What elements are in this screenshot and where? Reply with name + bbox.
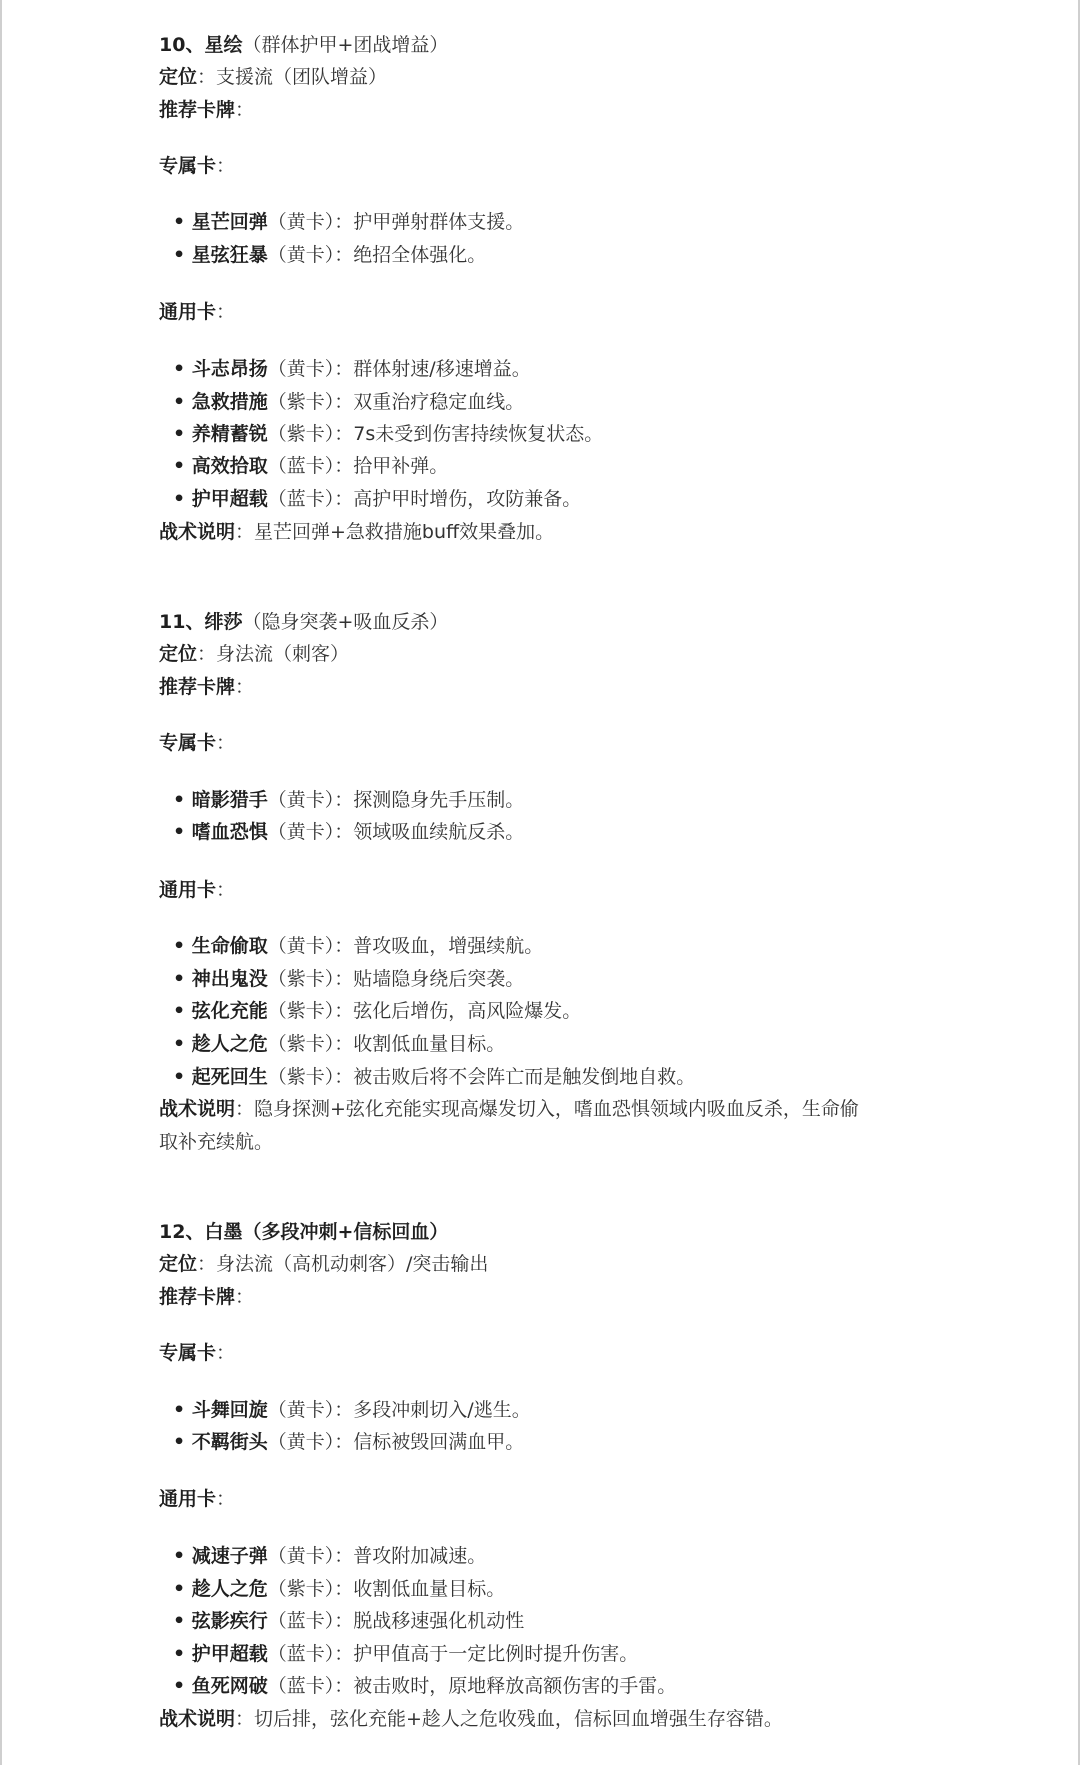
card-grade: （紫卡）: [267, 1000, 335, 1022]
card-name: 趁人之危: [191, 1578, 268, 1600]
card-list-item: • 减速子弹（黄卡）：普攻附加减速。: [173, 1545, 487, 1567]
general-heading: 通用卡：: [159, 879, 236, 901]
card-name: 弦影疾行: [191, 1610, 268, 1632]
tactic-text: ：星芒回弹+急救措施buff效果叠加。: [235, 521, 555, 543]
section-heading: [159, 31, 448, 59]
exclusive-label: 专属卡: [159, 155, 217, 177]
card-desc: ：绝招全体强化。: [334, 244, 487, 266]
exclusive-label: 专属卡: [159, 1342, 217, 1364]
general-heading: 通用卡：: [159, 1488, 236, 1510]
card-name: 高效拾取: [191, 455, 268, 477]
card-list-item: • 护甲超载（蓝卡）：高护甲时增伤，攻防兼备。: [173, 488, 582, 510]
card-name: 弦化充能: [191, 1000, 268, 1022]
position-value: ：支援流（团队增益）: [197, 66, 388, 88]
position-line: [159, 640, 349, 668]
card-grade: （紫卡）: [267, 423, 335, 445]
card-grade: （黄卡）: [267, 821, 335, 843]
card-name: 不羁街头: [191, 1431, 268, 1453]
card-desc: ：领域吸血续航反杀。: [334, 821, 525, 843]
card-name: 急救措施: [191, 391, 268, 413]
tactic-line: [159, 1705, 783, 1733]
card-grade: （蓝卡）: [267, 488, 335, 510]
card-name: 生命偷取: [191, 935, 268, 957]
card-name: 养精蓄锐: [191, 423, 268, 445]
card-list-item: • 弦化充能（紫卡）：弦化后增伤，高风险爆发。: [173, 1000, 582, 1022]
card-name: 斗志昂扬: [191, 358, 268, 380]
tactic-line-continued: [159, 1128, 273, 1156]
exclusive-heading: 专属卡：: [159, 155, 236, 177]
card-desc: ：7s未受到伤害持续恢复状态。: [334, 423, 604, 445]
card-name: 护甲超载: [191, 488, 268, 510]
general-label: 通用卡: [159, 879, 217, 901]
card-list-item: • 不羁街头（黄卡）：信标被毁回满血甲。: [173, 1431, 525, 1453]
card-grade: （蓝卡）: [267, 1610, 335, 1632]
general-label: 通用卡: [159, 1488, 217, 1510]
card-list-item: • 急救措施（紫卡）：双重治疗稳定血线。: [173, 391, 525, 413]
card-name: 星弦狂暴: [191, 244, 268, 266]
card-list-item: • 斗舞回旋（黄卡）：多段冲刺切入/逃生。: [173, 1399, 531, 1421]
card-desc: ：护甲弹射群体支援。: [334, 211, 525, 233]
recommend-label: 推荐卡牌: [159, 99, 236, 121]
section-heading: [159, 1218, 448, 1246]
section-heading: [159, 608, 448, 636]
card-list-item: • 星芒回弹（黄卡）：护甲弹射群体支援。: [173, 211, 525, 233]
card-name: 星芒回弹: [191, 211, 268, 233]
card-list-item: • 高效拾取（蓝卡）：拾甲补弹。: [173, 455, 449, 477]
card-grade: （蓝卡）: [267, 1675, 335, 1697]
card-desc: ：拾甲补弹。: [334, 455, 449, 477]
card-desc: ：普攻吸血，增强续航。: [334, 935, 544, 957]
card-list-item: • 趁人之危（紫卡）：收割低血量目标。: [173, 1578, 506, 1600]
position-label: 定位: [159, 1253, 198, 1275]
card-grade: （紫卡）: [267, 968, 335, 990]
tactic-text: ：切后排，弦化充能+趁人之危收残血，信标回血增强生存容错。: [235, 1708, 783, 1730]
card-desc: ：高护甲时增伤，攻防兼备。: [334, 488, 582, 510]
general-heading: 通用卡：: [159, 301, 236, 323]
card-desc: ：收割低血量目标。: [334, 1033, 506, 1055]
card-grade: （蓝卡）: [267, 1643, 335, 1665]
section-number: 11、: [159, 611, 205, 633]
card-desc: ：被击败时，原地释放高额伤害的手雷。: [334, 1675, 677, 1697]
card-name: 起死回生: [191, 1066, 268, 1088]
card-grade: （紫卡）: [267, 1066, 335, 1088]
card-desc: ：护甲值高于一定比例时提升伤害。: [334, 1643, 639, 1665]
hero-name: 绯莎: [204, 611, 243, 633]
card-list-item: • 起死回生（紫卡）：被击败后将不会阵亡而是触发倒地自救。: [173, 1066, 696, 1088]
card-name: 神出鬼没: [191, 968, 268, 990]
hero-subtitle: （群体护甲+团战增益）: [242, 34, 449, 56]
card-name: 暗影猎手: [191, 789, 268, 811]
tactic-line: [159, 1095, 859, 1123]
card-grade: （蓝卡）: [267, 455, 335, 477]
tactic-line: [159, 518, 554, 546]
position-value: ：身法流（高机动刺客）/突击输出: [197, 1253, 489, 1275]
position-line: [159, 63, 387, 91]
card-list-item: • 斗志昂扬（黄卡）：群体射速/移速增益。: [173, 358, 531, 380]
card-grade: （紫卡）: [267, 391, 335, 413]
card-desc: ：普攻附加减速。: [334, 1545, 487, 1567]
card-list-item: • 趁人之危（紫卡）：收割低血量目标。: [173, 1033, 506, 1055]
section-number: 12、: [159, 1221, 205, 1243]
card-name: 鱼死网破: [191, 1675, 268, 1697]
general-label: 通用卡: [159, 301, 217, 323]
card-grade: （黄卡）: [267, 358, 335, 380]
recommend-line: 推荐卡牌：: [159, 1286, 255, 1308]
card-grade: （紫卡）: [267, 1578, 335, 1600]
page-border-left: [0, 0, 2, 1765]
card-list-item: • 鱼死网破（蓝卡）：被击败时，原地释放高额伤害的手雷。: [173, 1675, 677, 1697]
section-number: 10、: [159, 34, 205, 56]
card-name: 斗舞回旋: [191, 1399, 268, 1421]
card-desc: ：被击败后将不会阵亡而是触发倒地自救。: [334, 1066, 696, 1088]
card-desc: ：双重治疗稳定血线。: [334, 391, 525, 413]
exclusive-label: 专属卡: [159, 732, 217, 754]
position-label: 定位: [159, 643, 198, 665]
card-list-item: • 神出鬼没（紫卡）：贴墙隐身绕后突袭。: [173, 968, 525, 990]
card-grade: （黄卡）: [267, 1545, 335, 1567]
card-list-item: • 养精蓄锐（紫卡）：7s未受到伤害持续恢复状态。: [173, 423, 604, 445]
card-desc: ：群体射速/移速增益。: [334, 358, 531, 380]
card-name: 趁人之危: [191, 1033, 268, 1055]
card-name: 嗜血恐惧: [191, 821, 268, 843]
card-desc: ：收割低血量目标。: [334, 1578, 506, 1600]
recommend-line: 推荐卡牌：: [159, 676, 255, 698]
hero-subtitle: （隐身突袭+吸血反杀）: [242, 611, 449, 633]
card-list-item: • 嗜血恐惧（黄卡）：领域吸血续航反杀。: [173, 821, 525, 843]
card-list-item: • 护甲超载（蓝卡）：护甲值高于一定比例时提升伤害。: [173, 1643, 639, 1665]
card-grade: （黄卡）: [267, 244, 335, 266]
hero-subtitle: （多段冲刺+信标回血）: [242, 1221, 449, 1243]
card-name: 护甲超载: [191, 1643, 268, 1665]
card-list-item: • 星弦狂暴（黄卡）：绝招全体强化。: [173, 244, 487, 266]
card-name: 减速子弹: [191, 1545, 268, 1567]
card-desc: ：多段冲刺切入/逃生。: [334, 1399, 531, 1421]
recommend-line: 推荐卡牌：: [159, 99, 255, 121]
tactic-text: 取补充续航。: [159, 1131, 274, 1153]
card-list-item: • 暗影猎手（黄卡）：探测隐身先手压制。: [173, 789, 525, 811]
position-value: ：身法流（刺客）: [197, 643, 350, 665]
card-desc: ：脱战移速强化机动性: [334, 1610, 525, 1632]
card-list-item: • 生命偷取（黄卡）：普攻吸血，增强续航。: [173, 935, 544, 957]
position-line: [159, 1250, 488, 1278]
card-grade: （黄卡）: [267, 211, 335, 233]
card-grade: （黄卡）: [267, 935, 335, 957]
tactic-text: ：隐身探测+弦化充能实现高爆发切入，嗜血恐惧领域内吸血反杀，生命偷: [235, 1098, 859, 1120]
card-grade: （黄卡）: [267, 789, 335, 811]
card-grade: （紫卡）: [267, 1033, 335, 1055]
exclusive-heading: 专属卡：: [159, 1342, 236, 1364]
card-grade: （黄卡）: [267, 1399, 335, 1421]
exclusive-heading: 专属卡：: [159, 732, 236, 754]
position-label: 定位: [159, 66, 198, 88]
tactic-label: 战术说明: [159, 521, 236, 543]
card-list-item: • 弦影疾行（蓝卡）：脱战移速强化机动性: [173, 1610, 525, 1632]
card-desc: ：弦化后增伤，高风险爆发。: [334, 1000, 582, 1022]
hero-name: 白墨: [204, 1221, 243, 1243]
card-desc: ：信标被毁回满血甲。: [334, 1431, 525, 1453]
card-desc: ：探测隐身先手压制。: [334, 789, 525, 811]
hero-name: 星绘: [204, 34, 243, 56]
recommend-label: 推荐卡牌: [159, 676, 236, 698]
tactic-label: 战术说明: [159, 1708, 236, 1730]
tactic-label: 战术说明: [159, 1098, 236, 1120]
card-grade: （黄卡）: [267, 1431, 335, 1453]
card-desc: ：贴墙隐身绕后突袭。: [334, 968, 525, 990]
recommend-label: 推荐卡牌: [159, 1286, 236, 1308]
